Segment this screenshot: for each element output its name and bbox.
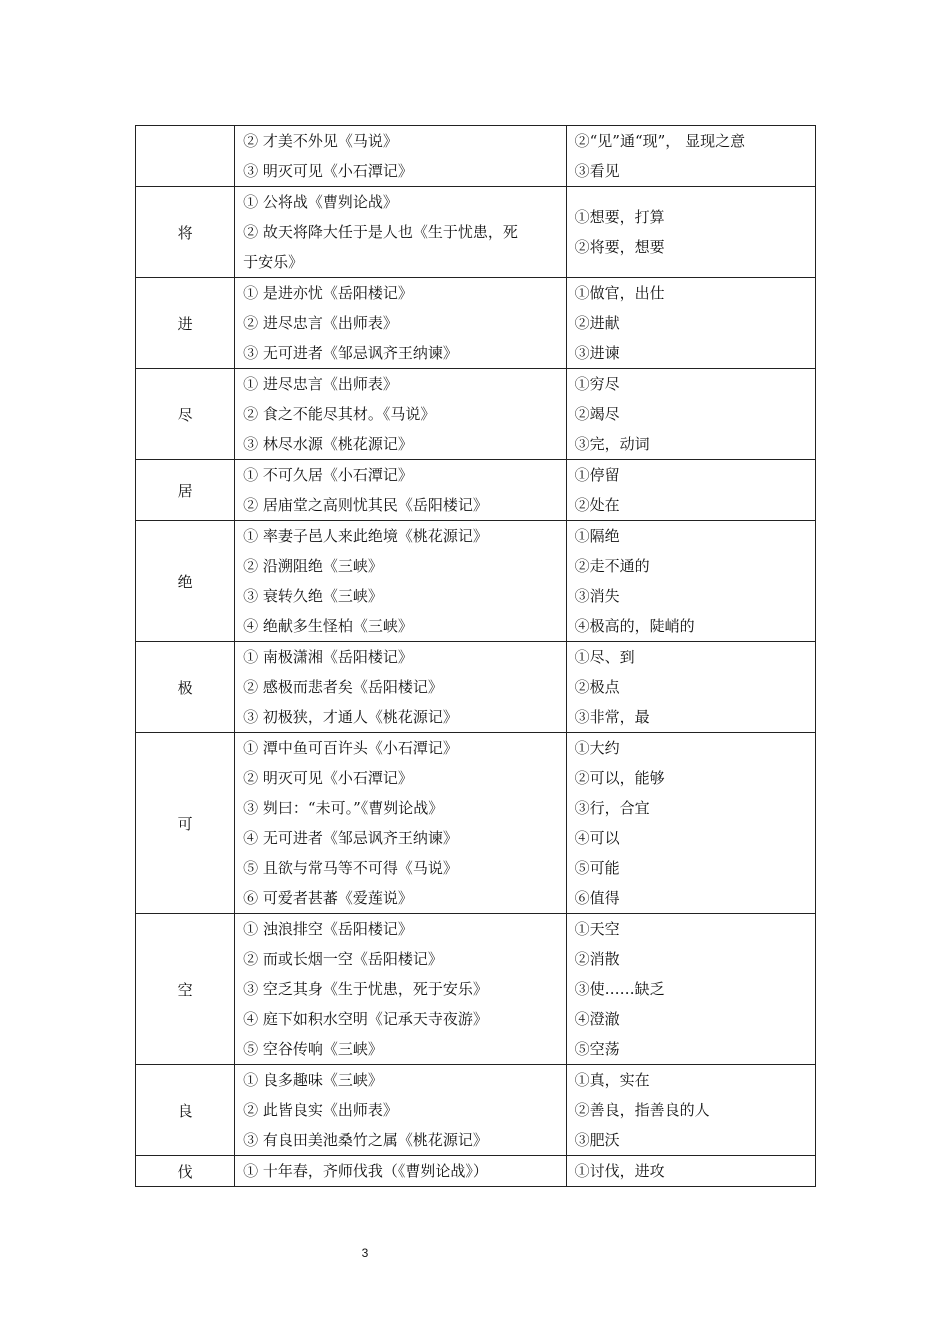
example-line: ④ 庭下如积水空明《记承天寺夜游》 — [243, 1010, 488, 1028]
meanings-cell — [566, 1156, 815, 1187]
example-line: ① 率妻子邑人来此绝境《桃花源记》 — [243, 527, 488, 545]
meanings-cell — [566, 642, 815, 733]
table-row — [136, 460, 816, 521]
meaning-line: ①真，实在 — [574, 1071, 650, 1089]
example-line: ① 不可久居《小石潭记》 — [243, 466, 413, 484]
word-cell: 极 — [136, 642, 235, 733]
example-line: ① 十年春，齐师伐我（《曹刿论战》） — [243, 1162, 488, 1180]
example-line: ③ 林尽水源《桃花源记》 — [243, 435, 413, 453]
table-row — [136, 278, 816, 369]
word-cell: 尽 — [136, 369, 235, 460]
meanings-cell — [566, 460, 815, 521]
example-line: ③ 有良田美池桑竹之属《桃花源记》 — [243, 1131, 488, 1149]
examples-cell — [235, 642, 566, 733]
examples-cell — [235, 126, 566, 187]
meaning-line: ③进谏 — [574, 344, 620, 362]
examples-cell — [235, 733, 566, 914]
word-cell: 可 — [136, 733, 235, 914]
meanings-cell — [566, 733, 815, 914]
meaning-line: ①想要，打算 — [574, 208, 665, 226]
example-line: 于安乐》 — [243, 253, 304, 271]
examples-cell — [235, 1065, 566, 1156]
meaning-line: ②处在 — [574, 496, 620, 514]
meaning-line: ③行，合宜 — [574, 799, 650, 817]
example-line: ① 良多趣味《三峡》 — [243, 1071, 383, 1089]
vocab-table — [135, 125, 816, 1187]
meaning-line: ③消失 — [574, 587, 620, 605]
word-cell: 绝 — [136, 521, 235, 642]
example-line: ③ 刿曰：“未可。”《曹刿论战》 — [243, 799, 444, 817]
meaning-line: ②“见”通“现”， 显现之意 — [574, 132, 746, 150]
meaning-line: ③看见 — [574, 162, 620, 180]
page-number: 3 — [361, 1246, 369, 1260]
meaning-line: ②善良，指善良的人 — [574, 1101, 710, 1119]
meaning-line: ①大约 — [574, 739, 620, 757]
meanings-cell — [566, 126, 815, 187]
examples-cell — [235, 1156, 566, 1187]
meaning-line: ①做官，出仕 — [574, 284, 665, 302]
meanings-cell — [566, 914, 815, 1065]
meaning-line: ③非常，最 — [574, 708, 650, 726]
example-line: ② 食之不能尽其材。《马说》 — [243, 405, 436, 423]
meaning-line: ②极点 — [574, 678, 620, 696]
table-row — [136, 126, 816, 187]
example-line: ② 感极而悲者矣《岳阳楼记》 — [243, 678, 443, 696]
example-line: ② 进尽忠言《出师表》 — [243, 314, 398, 332]
table-row — [136, 1156, 816, 1187]
example-line: ① 公将战《曹刿论战》 — [243, 193, 398, 211]
example-line: ① 是进亦忧《岳阳楼记》 — [243, 284, 413, 302]
meaning-line: ⑤可能 — [574, 859, 620, 877]
example-line: ③ 衰转久绝《三峡》 — [243, 587, 383, 605]
table-row — [136, 914, 816, 1065]
table-row — [136, 642, 816, 733]
examples-cell — [235, 914, 566, 1065]
example-line: ④ 无可进者《邹忌讽齐王纳谏》 — [243, 829, 458, 847]
example-line: ① 浊浪排空《岳阳楼记》 — [243, 920, 413, 938]
word-cell — [136, 126, 235, 187]
table-row — [136, 733, 816, 914]
example-line: ② 而或长烟一空《岳阳楼记》 — [243, 950, 443, 968]
examples-cell — [235, 369, 566, 460]
meaning-line: ②走不通的 — [574, 557, 650, 575]
example-line: ⑤ 空谷传响《三峡》 — [243, 1040, 383, 1058]
meaning-line: ③完，动词 — [574, 435, 650, 453]
meaning-line: ②将要，想要 — [574, 238, 665, 256]
table-row — [136, 521, 816, 642]
example-line: ② 沿溯阻绝《三峡》 — [243, 557, 383, 575]
meaning-line: ③使……缺乏 — [574, 980, 665, 998]
meaning-line: ③肥沃 — [574, 1131, 620, 1149]
meaning-line: ①天空 — [574, 920, 620, 938]
meaning-line: ①穷尽 — [574, 375, 620, 393]
examples-cell — [235, 187, 566, 278]
examples-cell — [235, 278, 566, 369]
word-cell: 伐 — [136, 1156, 235, 1187]
meaning-line: ②消散 — [574, 950, 620, 968]
table-row — [136, 369, 816, 460]
examples-cell — [235, 460, 566, 521]
example-line: ② 明灭可见《小石潭记》 — [243, 769, 413, 787]
meaning-line: ①讨伐，进攻 — [574, 1162, 665, 1180]
example-line: ② 故天将降大任于是人也《生于忧患，死 — [243, 223, 518, 241]
example-line: ① 进尽忠言《出师表》 — [243, 375, 398, 393]
example-line: ② 才美不外见《马说》 — [243, 132, 398, 150]
meaning-line: ①隔绝 — [574, 527, 620, 545]
example-line: ③ 初极狭，才通人《桃花源记》 — [243, 708, 458, 726]
meaning-line: ①尽、到 — [574, 648, 635, 666]
word-cell: 将 — [136, 187, 235, 278]
meanings-cell — [566, 369, 815, 460]
meanings-cell — [566, 278, 815, 369]
meaning-line: ④可以 — [574, 829, 620, 847]
word-cell: 居 — [136, 460, 235, 521]
examples-cell — [235, 521, 566, 642]
example-line: ② 居庙堂之高则忧其民《岳阳楼记》 — [243, 496, 488, 514]
word-cell: 空 — [136, 914, 235, 1065]
meaning-line: ⑤空荡 — [574, 1040, 620, 1058]
meaning-line: ①停留 — [574, 466, 620, 484]
meaning-line: ②进献 — [574, 314, 620, 332]
meaning-line: ②可以，能够 — [574, 769, 665, 787]
meanings-cell — [566, 521, 815, 642]
example-line: ③ 无可进者《邹忌讽齐王纳谏》 — [243, 344, 458, 362]
example-line: ③ 空乏其身《生于忧患，死于安乐》 — [243, 980, 488, 998]
table-row — [136, 187, 816, 278]
example-line: ③ 明灭可见《小石潭记》 — [243, 162, 413, 180]
example-line: ④ 绝献多生怪柏《三峡》 — [243, 617, 413, 635]
meanings-cell — [566, 1065, 815, 1156]
example-line: ② 此皆良实《出师表》 — [243, 1101, 398, 1119]
table-body — [136, 126, 816, 1187]
meanings-cell — [566, 187, 815, 278]
table-row — [136, 1065, 816, 1156]
example-line: ⑤ 且欲与常马等不可得《马说》 — [243, 859, 458, 877]
meaning-line: ②竭尽 — [574, 405, 620, 423]
meaning-line: ⑥值得 — [574, 889, 620, 907]
example-line: ① 潭中鱼可百许头《小石潭记》 — [243, 739, 458, 757]
word-cell: 进 — [136, 278, 235, 369]
example-line: ① 南极潇湘《岳阳楼记》 — [243, 648, 413, 666]
example-line: ⑥ 可爱者甚蕃《爱莲说》 — [243, 889, 413, 907]
meaning-line: ④澄澈 — [574, 1010, 620, 1028]
meaning-line: ④极高的，陡峭的 — [574, 617, 695, 635]
word-cell: 良 — [136, 1065, 235, 1156]
